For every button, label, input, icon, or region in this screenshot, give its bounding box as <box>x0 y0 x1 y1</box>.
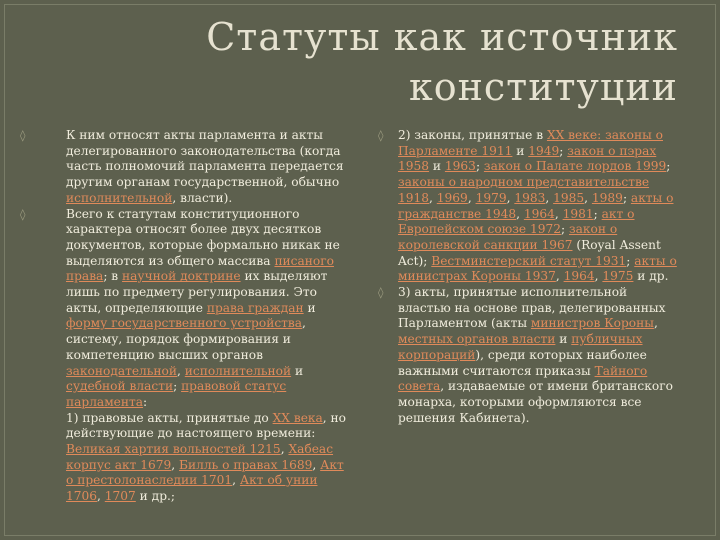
text-link[interactable]: форму государственного устройства <box>66 316 303 331</box>
text-link[interactable]: XX веке <box>546 128 598 142</box>
text-link[interactable]: Хабеас корпус акт 1679 <box>66 442 334 472</box>
body-text: , <box>554 206 563 221</box>
body-text: (Royal Assent Act); <box>398 237 661 268</box>
body-text: Всего к статутам конституционного характера относят более двух десятков документов, которые формально никак не выделяются из общего массива <box>66 206 340 268</box>
body-text: , <box>467 190 476 205</box>
body-text: , <box>555 269 564 284</box>
text-link[interactable]: 1964 <box>563 269 595 284</box>
body-text: их выделяют лишь по предмету регулирования. Это акты, определяющие <box>66 269 328 315</box>
text-link[interactable]: Акт об унии 1706 <box>66 473 318 504</box>
slide-title <box>158 12 678 112</box>
text-link[interactable]: 1975 <box>602 269 634 284</box>
text-link[interactable]: 1981 <box>562 206 594 221</box>
text-link[interactable]: местных органов власти <box>398 332 556 347</box>
body-text: , <box>584 190 592 205</box>
text-link[interactable]: научной доктрине <box>122 269 241 284</box>
text-link[interactable]: публичных корпораций <box>398 332 643 362</box>
text-link[interactable]: правовой статус <box>181 379 287 394</box>
body-text: и др. <box>633 269 669 284</box>
text-link[interactable]: 1949 <box>528 143 560 158</box>
body-text: К ним относят акты парламента и акты делегированного законодательства (когда часть полномочий парламента передается другим органам государственной, обычно <box>66 128 344 190</box>
body-text: ; <box>475 159 484 174</box>
text-link[interactable]: акты о гражданстве 1948 <box>398 190 674 221</box>
body-text: , издаваемые от имени британского монарха, которыми оформляются все решения Кабинета). <box>398 379 673 425</box>
body-text: , <box>312 457 321 472</box>
body-text: ; <box>622 190 631 205</box>
body-text: , <box>516 206 524 221</box>
bullet-item <box>18 207 350 505</box>
body-text: и <box>512 143 529 158</box>
text-link[interactable]: 1911 <box>481 143 513 158</box>
text-link[interactable]: права граждан <box>206 300 304 315</box>
title-line-1: Статуты как источник <box>206 15 678 59</box>
body-text: ; <box>173 379 182 394</box>
title-line-2: конституции <box>408 65 678 109</box>
body-text: 1) правовые акты, принятые до <box>66 410 273 425</box>
bullet-item <box>18 128 350 207</box>
text-link[interactable]: Тайного совета <box>398 363 648 394</box>
body-text: , <box>506 190 515 205</box>
body-text: , <box>594 269 603 284</box>
bullet-item <box>378 128 682 285</box>
body-text: , <box>97 489 105 504</box>
left-column <box>18 128 350 505</box>
bullet-item <box>378 285 682 426</box>
body-text: , <box>653 316 658 331</box>
text-link[interactable]: исполнительной <box>184 363 292 378</box>
body-text: ; <box>666 159 671 174</box>
body-text: , но действующие до настоящего времени: <box>66 410 347 441</box>
bullet-icon: ◊ <box>378 286 384 300</box>
body-text: ; <box>559 143 568 158</box>
body-text: и <box>303 300 316 315</box>
text-link[interactable]: закон о Палате лордов 1999 <box>483 159 667 174</box>
text-link[interactable]: 1979 <box>475 190 507 205</box>
body-text: , <box>545 190 554 205</box>
text-link[interactable]: XX века <box>272 410 323 425</box>
bullet-icon: ◊ <box>20 129 26 142</box>
text-link[interactable]: акт о Европейском союзе 1972 <box>398 206 635 237</box>
body-text: ; <box>626 253 635 268</box>
text-link[interactable]: 1707 <box>104 489 136 504</box>
text-link[interactable]: парламента <box>66 394 144 409</box>
text-link[interactable]: закон о королевской санкции 1967 <box>398 222 618 252</box>
body-text: , <box>280 442 289 457</box>
body-text: , <box>177 363 185 378</box>
body-text: и др.; <box>135 489 175 504</box>
body-text: : <box>143 394 148 409</box>
text-link[interactable]: 1985 <box>553 190 585 205</box>
text-link[interactable]: 1963 <box>444 159 476 174</box>
text-link[interactable]: : законы о Парламенте <box>398 128 663 158</box>
body-text: ; <box>561 222 569 237</box>
text-link[interactable]: министров Короны <box>530 316 654 331</box>
body-text: и <box>555 332 572 347</box>
body-text: , <box>232 473 240 488</box>
body-text: 3) акты, принятые исполнительной властью на основе прав, делегированных Парламентом (акты <box>398 285 666 331</box>
text-link[interactable]: исполнительной <box>66 190 173 205</box>
body-text: , <box>171 457 180 472</box>
body-text: ; <box>593 206 602 221</box>
text-link[interactable]: 1964 <box>523 206 555 221</box>
body-text: , власти). <box>172 190 233 205</box>
text-link[interactable]: Билль о правах 1689 <box>179 457 313 472</box>
text-link[interactable]: писаного права <box>66 253 334 284</box>
body-text: , систему, порядок формирования и компетенцию высших органов <box>66 316 306 362</box>
text-link[interactable]: Великая хартия вольностей 1215 <box>66 442 281 457</box>
body-text: ; в <box>103 269 123 284</box>
body-text: , <box>429 190 437 205</box>
body-text: и <box>429 159 445 174</box>
right-column <box>378 128 682 426</box>
text-link[interactable]: 1983 <box>514 190 546 205</box>
text-link[interactable]: законодательной <box>66 363 178 378</box>
bullet-icon: ◊ <box>20 207 26 221</box>
text-link[interactable]: закон о пэрах 1958 <box>398 143 657 174</box>
body-text: ), среди которых наиболее важными считаются приказы <box>398 347 647 378</box>
body-text: и <box>291 363 304 378</box>
text-link[interactable]: законы о народном представительстве 1918 <box>398 175 650 205</box>
text-link[interactable]: Вестминстерский статут 1931 <box>431 253 627 268</box>
text-link[interactable]: судебной власти <box>66 379 174 394</box>
bullet-icon: ◊ <box>378 129 384 142</box>
body-text: 2) законы, принятые в <box>398 128 547 142</box>
text-link[interactable]: 1989 <box>591 190 623 205</box>
text-link[interactable]: 1969 <box>436 190 468 205</box>
text-link[interactable]: акты о министрах Короны 1937 <box>398 253 677 284</box>
text-link[interactable]: Акт о престолонаследии 1701 <box>66 457 344 488</box>
